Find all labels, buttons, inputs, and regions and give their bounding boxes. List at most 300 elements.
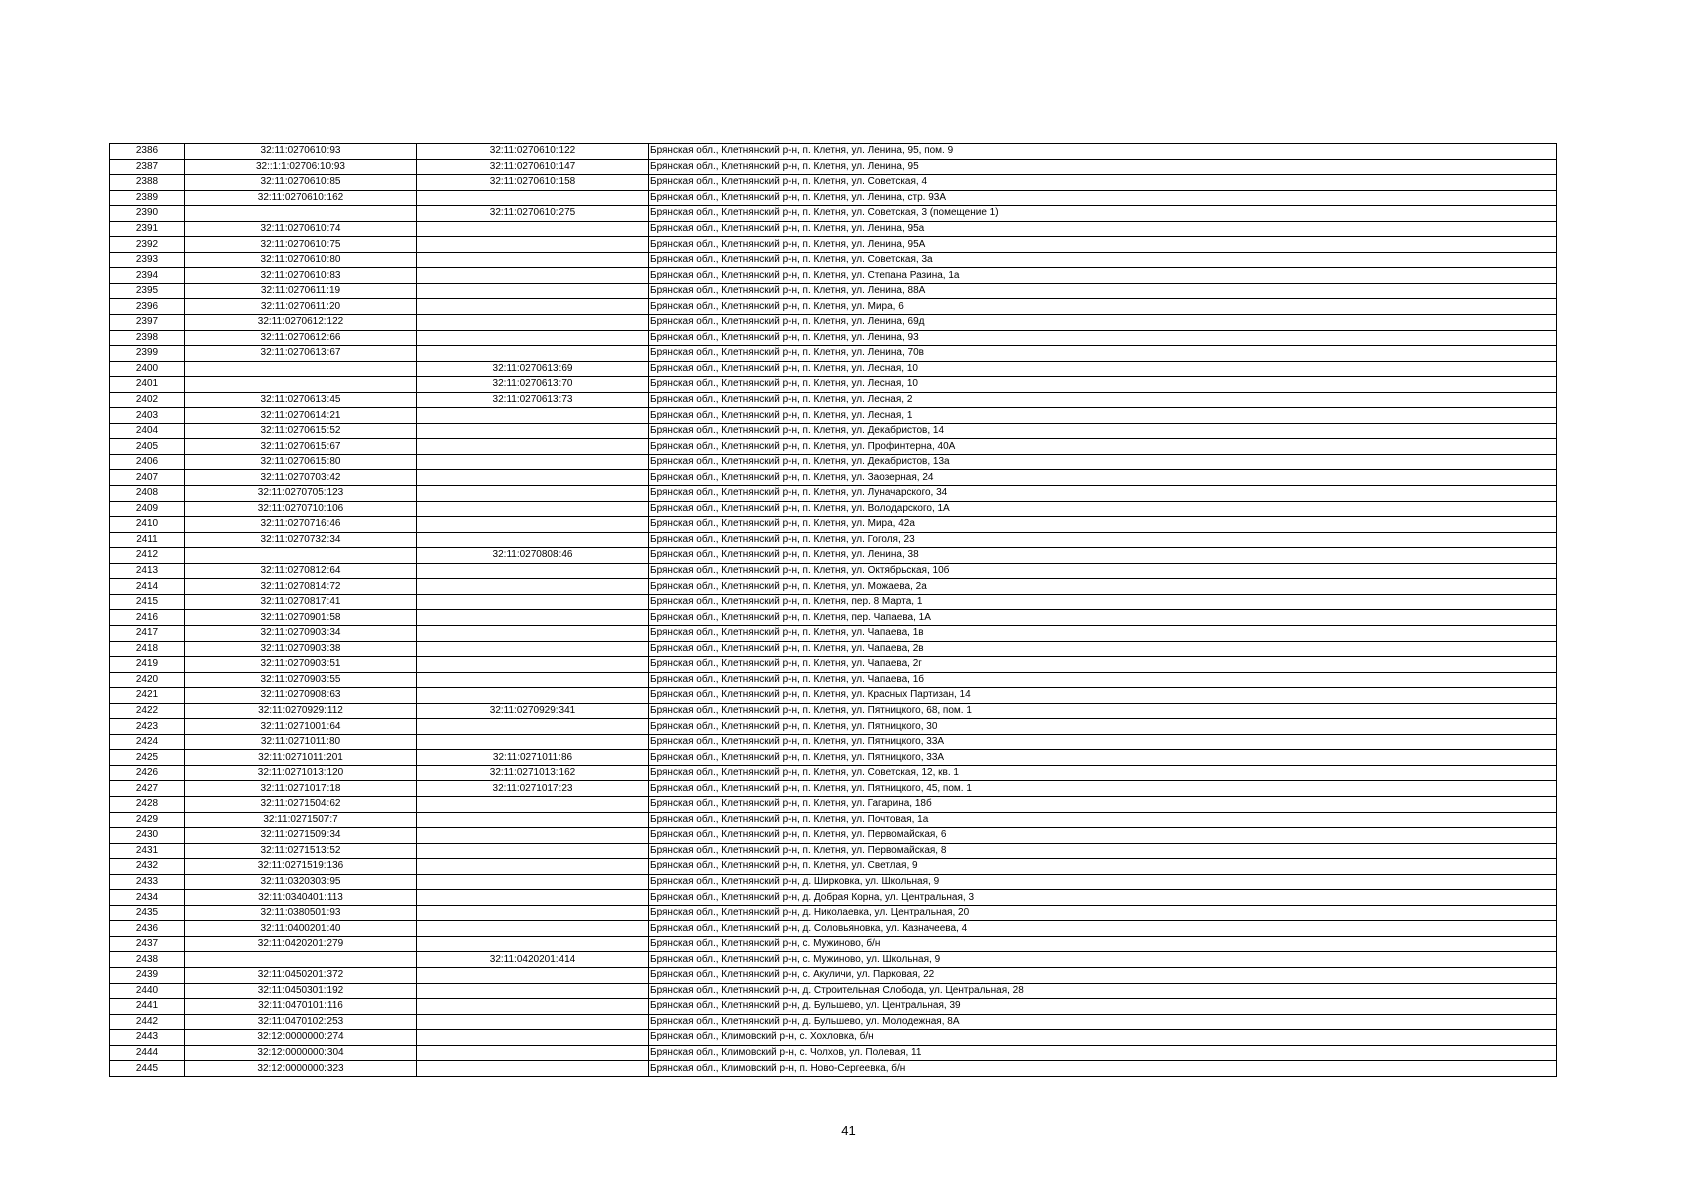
table-row — [110, 719, 1557, 735]
address-cell: Брянская обл., Клетнянский р-н, п. Клетня, ул. Пятницкого, 33А — [649, 750, 1557, 766]
cadastral-number-cell: 32:12:0000000:323 — [185, 1061, 417, 1077]
address-cell: Брянская обл., Клетнянский р-н, п. Клетня, ул. Советская, 4 — [649, 175, 1557, 191]
related-cadastral-number-cell — [417, 874, 649, 890]
cadastral-number-cell: 32:11:0270814:72 — [185, 579, 417, 595]
address-cell: Брянская обл., Клетнянский р-н, п. Клетня, ул. Декабристов, 13а — [649, 454, 1557, 470]
related-cadastral-number-cell — [417, 1030, 649, 1046]
related-cadastral-number-cell — [417, 579, 649, 595]
cadastral-number-cell: 32:11:0270908:63 — [185, 688, 417, 704]
cadastral-number-cell: 32:11:0271509:34 — [185, 828, 417, 844]
table-row — [110, 781, 1557, 797]
row-number-cell: 2405 — [110, 439, 185, 455]
table-row — [110, 688, 1557, 704]
table-row — [110, 1014, 1557, 1030]
related-cadastral-number-cell — [417, 1061, 649, 1077]
row-number-cell: 2426 — [110, 765, 185, 781]
related-cadastral-number-cell — [417, 983, 649, 999]
table-row — [110, 812, 1557, 828]
table-body — [110, 144, 1557, 1077]
related-cadastral-number-cell — [417, 828, 649, 844]
address-cell: Брянская обл., Клетнянский р-н, п. Клетня, ул. Светлая, 9 — [649, 859, 1557, 875]
address-cell: Брянская обл., Клетнянский р-н, п. Клетня, ул. Мира, 42а — [649, 517, 1557, 533]
address-cell: Брянская обл., Клетнянский р-н, п. Клетня, ул. Чапаева, 2г — [649, 657, 1557, 673]
row-number-cell: 2413 — [110, 563, 185, 579]
row-number-cell: 2411 — [110, 532, 185, 548]
cadastral-number-cell: 32:11:0270613:45 — [185, 392, 417, 408]
address-cell: Брянская обл., Клетнянский р-н, п. Клетня, ул. Пятницкого, 68, пом. 1 — [649, 703, 1557, 719]
row-number-cell: 2419 — [110, 657, 185, 673]
related-cadastral-number-cell — [417, 936, 649, 952]
address-cell: Брянская обл., Климовский р-н, с. Чолхов, ул. Полевая, 11 — [649, 1045, 1557, 1061]
address-cell: Брянская обл., Клетнянский р-н, п. Клетня, ул. Ленина, 70в — [649, 346, 1557, 362]
table-row — [110, 517, 1557, 533]
related-cadastral-number-cell — [417, 454, 649, 470]
row-number-cell: 2425 — [110, 750, 185, 766]
row-number-cell: 2394 — [110, 268, 185, 284]
related-cadastral-number-cell — [417, 563, 649, 579]
table-row — [110, 999, 1557, 1015]
table-row — [110, 859, 1557, 875]
address-cell: Брянская обл., Клетнянский р-н, п. Клетня, ул. Мира, 6 — [649, 299, 1557, 315]
row-number-cell: 2398 — [110, 330, 185, 346]
address-cell: Брянская обл., Клетнянский р-н, п. Клетня, ул. Ленина, 38 — [649, 548, 1557, 564]
cadastral-number-cell: 32:11:0270610:162 — [185, 190, 417, 206]
table-row — [110, 890, 1557, 906]
row-number-cell: 2436 — [110, 921, 185, 937]
row-number-cell: 2420 — [110, 672, 185, 688]
table-row — [110, 237, 1557, 253]
related-cadastral-number-cell: 32:11:0271011:86 — [417, 750, 649, 766]
related-cadastral-number-cell: 32:11:0270613:69 — [417, 361, 649, 377]
table-row — [110, 1061, 1557, 1077]
table-row — [110, 734, 1557, 750]
table-row — [110, 765, 1557, 781]
row-number-cell: 2396 — [110, 299, 185, 315]
related-cadastral-number-cell: 32:11:0271017:23 — [417, 781, 649, 797]
row-number-cell: 2399 — [110, 346, 185, 362]
cadastral-number-cell — [185, 952, 417, 968]
row-number-cell: 2392 — [110, 237, 185, 253]
related-cadastral-number-cell — [417, 1045, 649, 1061]
row-number-cell: 2443 — [110, 1030, 185, 1046]
row-number-cell: 2386 — [110, 144, 185, 160]
address-cell: Брянская обл., Клетнянский р-н, п. Клетня, ул. Заозерная, 24 — [649, 470, 1557, 486]
related-cadastral-number-cell — [417, 999, 649, 1015]
related-cadastral-number-cell: 32:11:0270610:158 — [417, 175, 649, 191]
table-row — [110, 221, 1557, 237]
related-cadastral-number-cell — [417, 408, 649, 424]
related-cadastral-number-cell — [417, 859, 649, 875]
address-cell: Брянская обл., Клетнянский р-н, п. Клетня, ул. Пятницкого, 33А — [649, 734, 1557, 750]
table-row — [110, 641, 1557, 657]
related-cadastral-number-cell: 32:11:0270610:147 — [417, 159, 649, 175]
cadastral-number-cell — [185, 361, 417, 377]
table-row — [110, 905, 1557, 921]
property-table — [109, 143, 1557, 1077]
cadastral-number-cell: 32:11:0470102:253 — [185, 1014, 417, 1030]
cadastral-number-cell: 32:11:0270812:64 — [185, 563, 417, 579]
cadastral-number-cell: 32:11:0400201:40 — [185, 921, 417, 937]
cadastral-number-cell — [185, 377, 417, 393]
address-cell: Брянская обл., Климовский р-н, п. Ново-Сергеевка, б/н — [649, 1061, 1557, 1077]
table-row — [110, 967, 1557, 983]
row-number-cell: 2422 — [110, 703, 185, 719]
cadastral-number-cell: 32:11:0270615:52 — [185, 423, 417, 439]
row-number-cell: 2388 — [110, 175, 185, 191]
row-number-cell: 2428 — [110, 796, 185, 812]
address-cell: Брянская обл., Клетнянский р-н, с. Мужиново, б/н — [649, 936, 1557, 952]
address-cell: Брянская обл., Клетнянский р-н, п. Клетня, ул. Первомайская, 6 — [649, 828, 1557, 844]
address-cell: Брянская обл., Клетнянский р-н, п. Клетня, пер. Чапаева, 1А — [649, 610, 1557, 626]
address-cell: Брянская обл., Клетнянский р-н, п. Клетня, ул. Луначарского, 34 — [649, 486, 1557, 502]
related-cadastral-number-cell: 32:11:0271013:162 — [417, 765, 649, 781]
related-cadastral-number-cell — [417, 439, 649, 455]
cadastral-number-cell: 32:11:0271011:80 — [185, 734, 417, 750]
cadastral-number-cell: 32:11:0270903:38 — [185, 641, 417, 657]
table-row — [110, 625, 1557, 641]
row-number-cell: 2417 — [110, 625, 185, 641]
related-cadastral-number-cell: 32:11:0270613:70 — [417, 377, 649, 393]
related-cadastral-number-cell — [417, 905, 649, 921]
address-cell: Брянская обл., Клетнянский р-н, п. Клетня, ул. Декабристов, 14 — [649, 423, 1557, 439]
row-number-cell: 2408 — [110, 486, 185, 502]
related-cadastral-number-cell: 32:11:0270808:46 — [417, 548, 649, 564]
cadastral-number-cell: 32:11:0270610:85 — [185, 175, 417, 191]
cadastral-number-cell: 32:11:0270610:74 — [185, 221, 417, 237]
row-number-cell: 2445 — [110, 1061, 185, 1077]
row-number-cell: 2403 — [110, 408, 185, 424]
cadastral-number-cell: 32:11:0320303:95 — [185, 874, 417, 890]
related-cadastral-number-cell — [417, 423, 649, 439]
table-row — [110, 159, 1557, 175]
row-number-cell: 2439 — [110, 967, 185, 983]
cadastral-number-cell: 32:11:0450201:372 — [185, 967, 417, 983]
table-row — [110, 610, 1557, 626]
row-number-cell: 2410 — [110, 517, 185, 533]
cadastral-number-cell: 32::1:1:02706:10:93 — [185, 159, 417, 175]
table-row — [110, 843, 1557, 859]
related-cadastral-number-cell — [417, 688, 649, 704]
row-number-cell: 2400 — [110, 361, 185, 377]
cadastral-number-cell: 32:11:0270610:75 — [185, 237, 417, 253]
address-cell: Брянская обл., Клетнянский р-н, п. Клетня, ул. Ленина, 95А — [649, 237, 1557, 253]
cadastral-number-cell: 32:11:0270615:80 — [185, 454, 417, 470]
table-row — [110, 392, 1557, 408]
cadastral-number-cell: 32:11:0270716:46 — [185, 517, 417, 533]
table-row — [110, 796, 1557, 812]
related-cadastral-number-cell — [417, 501, 649, 517]
address-cell: Брянская обл., Клетнянский р-н, п. Клетня, ул. Ленина, 95а — [649, 221, 1557, 237]
related-cadastral-number-cell — [417, 346, 649, 362]
cadastral-number-cell: 32:11:0270705:123 — [185, 486, 417, 502]
address-cell: Брянская обл., Клетнянский р-н, п. Клетня, ул. Володарского, 1А — [649, 501, 1557, 517]
row-number-cell: 2442 — [110, 1014, 185, 1030]
cadastral-number-cell: 32:11:0271519:136 — [185, 859, 417, 875]
related-cadastral-number-cell — [417, 221, 649, 237]
cadastral-number-cell: 32:11:0450301:192 — [185, 983, 417, 999]
address-cell: Брянская обл., Клетнянский р-н, п. Клетня, ул. Лесная, 10 — [649, 377, 1557, 393]
address-cell: Брянская обл., Клетнянский р-н, п. Клетня, ул. Ленина, 95 — [649, 159, 1557, 175]
cadastral-number-cell: 32:11:0271504:62 — [185, 796, 417, 812]
table-row — [110, 486, 1557, 502]
cadastral-number-cell: 32:12:0000000:304 — [185, 1045, 417, 1061]
table-row — [110, 252, 1557, 268]
row-number-cell: 2407 — [110, 470, 185, 486]
table-row — [110, 206, 1557, 222]
table-row — [110, 330, 1557, 346]
table-row — [110, 361, 1557, 377]
cadastral-number-cell — [185, 548, 417, 564]
table-row — [110, 501, 1557, 517]
related-cadastral-number-cell: 32:11:0270613:73 — [417, 392, 649, 408]
address-cell: Брянская обл., Клетнянский р-н, с. Акуличи, ул. Парковая, 22 — [649, 967, 1557, 983]
property-table-wrapper — [109, 143, 1556, 1077]
table-row — [110, 750, 1557, 766]
cadastral-number-cell: 32:11:0271507:7 — [185, 812, 417, 828]
table-row — [110, 672, 1557, 688]
related-cadastral-number-cell — [417, 719, 649, 735]
table-row — [110, 268, 1557, 284]
related-cadastral-number-cell — [417, 734, 649, 750]
row-number-cell: 2441 — [110, 999, 185, 1015]
row-number-cell: 2440 — [110, 983, 185, 999]
address-cell: Брянская обл., Клетнянский р-н, п. Клетня, ул. Можаева, 2а — [649, 579, 1557, 595]
table-row — [110, 175, 1557, 191]
table-row — [110, 548, 1557, 564]
table-row — [110, 439, 1557, 455]
row-number-cell: 2423 — [110, 719, 185, 735]
address-cell: Брянская обл., Клетнянский р-н, д. Бульшево, ул. Центральная, 39 — [649, 999, 1557, 1015]
related-cadastral-number-cell — [417, 921, 649, 937]
row-number-cell: 2390 — [110, 206, 185, 222]
address-cell: Брянская обл., Клетнянский р-н, п. Клетня, ул. Гагарина, 18б — [649, 796, 1557, 812]
row-number-cell: 2414 — [110, 579, 185, 595]
cadastral-number-cell: 32:11:0270615:67 — [185, 439, 417, 455]
table-row — [110, 828, 1557, 844]
address-cell: Брянская обл., Клетнянский р-н, д. Николаевка, ул. Центральная, 20 — [649, 905, 1557, 921]
table-row — [110, 454, 1557, 470]
row-number-cell: 2401 — [110, 377, 185, 393]
row-number-cell: 2393 — [110, 252, 185, 268]
address-cell: Брянская обл., Клетнянский р-н, д. Ширковка, ул. Школьная, 9 — [649, 874, 1557, 890]
row-number-cell: 2431 — [110, 843, 185, 859]
cadastral-number-cell: 32:11:0270817:41 — [185, 594, 417, 610]
address-cell: Брянская обл., Клетнянский р-н, п. Клетня, ул. Лесная, 10 — [649, 361, 1557, 377]
related-cadastral-number-cell — [417, 657, 649, 673]
table-row — [110, 921, 1557, 937]
row-number-cell: 2433 — [110, 874, 185, 890]
cadastral-number-cell: 32:11:0270614:21 — [185, 408, 417, 424]
related-cadastral-number-cell — [417, 237, 649, 253]
cadastral-number-cell: 32:11:0270611:19 — [185, 283, 417, 299]
cadastral-number-cell: 32:11:0270903:51 — [185, 657, 417, 673]
table-row — [110, 594, 1557, 610]
cadastral-number-cell: 32:11:0271013:120 — [185, 765, 417, 781]
related-cadastral-number-cell: 32:11:0420201:414 — [417, 952, 649, 968]
row-number-cell: 2389 — [110, 190, 185, 206]
table-row — [110, 1045, 1557, 1061]
row-number-cell: 2395 — [110, 283, 185, 299]
cadastral-number-cell: 32:11:0270610:93 — [185, 144, 417, 160]
address-cell: Брянская обл., Клетнянский р-н, п. Клетня, ул. Ленина, стр. 93А — [649, 190, 1557, 206]
related-cadastral-number-cell — [417, 967, 649, 983]
cadastral-number-cell: 32:11:0270929:112 — [185, 703, 417, 719]
cadastral-number-cell: 32:11:0271011:201 — [185, 750, 417, 766]
table-row — [110, 423, 1557, 439]
row-number-cell: 2444 — [110, 1045, 185, 1061]
related-cadastral-number-cell: 32:11:0270929:341 — [417, 703, 649, 719]
row-number-cell: 2437 — [110, 936, 185, 952]
row-number-cell: 2429 — [110, 812, 185, 828]
cadastral-number-cell: 32:11:0270610:83 — [185, 268, 417, 284]
cadastral-number-cell: 32:11:0270703:42 — [185, 470, 417, 486]
table-row — [110, 563, 1557, 579]
row-number-cell: 2404 — [110, 423, 185, 439]
address-cell: Брянская обл., Клетнянский р-н, п. Клетня, ул. Советская, 3 (помещение 1) — [649, 206, 1557, 222]
table-row — [110, 952, 1557, 968]
cadastral-number-cell: 32:11:0270903:55 — [185, 672, 417, 688]
cadastral-number-cell — [185, 206, 417, 222]
table-row — [110, 703, 1557, 719]
related-cadastral-number-cell — [417, 470, 649, 486]
related-cadastral-number-cell — [417, 594, 649, 610]
cadastral-number-cell: 32:11:0270613:67 — [185, 346, 417, 362]
address-cell: Брянская обл., Клетнянский р-н, п. Клетня, ул. Профинтерна, 40А — [649, 439, 1557, 455]
related-cadastral-number-cell — [417, 812, 649, 828]
row-number-cell: 2409 — [110, 501, 185, 517]
address-cell: Брянская обл., Клетнянский р-н, п. Клетня, ул. Чапаева, 1в — [649, 625, 1557, 641]
address-cell: Брянская обл., Клетнянский р-н, п. Клетня, пер. 8 Марта, 1 — [649, 594, 1557, 610]
address-cell: Брянская обл., Клетнянский р-н, п. Клетня, ул. Чапаева, 1б — [649, 672, 1557, 688]
table-row — [110, 144, 1557, 160]
table-row — [110, 190, 1557, 206]
cadastral-number-cell: 32:11:0271001:64 — [185, 719, 417, 735]
related-cadastral-number-cell — [417, 796, 649, 812]
cadastral-number-cell: 32:12:0000000:274 — [185, 1030, 417, 1046]
page-number: 41 — [841, 1123, 856, 1138]
table-row — [110, 983, 1557, 999]
related-cadastral-number-cell — [417, 532, 649, 548]
address-cell: Брянская обл., Клетнянский р-н, п. Клетня, ул. Почтовая, 1а — [649, 812, 1557, 828]
related-cadastral-number-cell — [417, 610, 649, 626]
address-cell: Брянская обл., Клетнянский р-н, п. Клетня, ул. Лесная, 2 — [649, 392, 1557, 408]
row-number-cell: 2397 — [110, 315, 185, 331]
address-cell: Брянская обл., Клетнянский р-н, п. Клетня, ул. Ленина, 95, пом. 9 — [649, 144, 1557, 160]
cadastral-number-cell: 32:11:0380501:93 — [185, 905, 417, 921]
row-number-cell: 2430 — [110, 828, 185, 844]
related-cadastral-number-cell — [417, 190, 649, 206]
related-cadastral-number-cell — [417, 843, 649, 859]
table-row — [110, 579, 1557, 595]
address-cell: Брянская обл., Клетнянский р-н, п. Клетня, ул. Первомайская, 8 — [649, 843, 1557, 859]
cadastral-number-cell: 32:11:0270732:34 — [185, 532, 417, 548]
address-cell: Брянская обл., Клетнянский р-н, д. Строительная Слобода, ул. Центральная, 28 — [649, 983, 1557, 999]
related-cadastral-number-cell — [417, 315, 649, 331]
address-cell: Брянская обл., Клетнянский р-н, п. Клетня, ул. Пятницкого, 45, пом. 1 — [649, 781, 1557, 797]
address-cell: Брянская обл., Клетнянский р-н, д. Соловьяновка, ул. Казначеева, 4 — [649, 921, 1557, 937]
cadastral-number-cell: 32:11:0270610:80 — [185, 252, 417, 268]
address-cell: Брянская обл., Клетнянский р-н, п. Клетня, ул. Пятницкого, 30 — [649, 719, 1557, 735]
cadastral-number-cell: 32:11:0270612:66 — [185, 330, 417, 346]
address-cell: Брянская обл., Клетнянский р-н, п. Клетня, ул. Ленина, 88А — [649, 283, 1557, 299]
cadastral-number-cell: 32:11:0420201:279 — [185, 936, 417, 952]
table-row — [110, 346, 1557, 362]
table-row — [110, 874, 1557, 890]
row-number-cell: 2435 — [110, 905, 185, 921]
table-row — [110, 283, 1557, 299]
table-row — [110, 377, 1557, 393]
address-cell: Брянская обл., Клетнянский р-н, с. Мужиново, ул. Школьная, 9 — [649, 952, 1557, 968]
related-cadastral-number-cell — [417, 641, 649, 657]
address-cell: Брянская обл., Клетнянский р-н, п. Клетня, ул. Советская, 3а — [649, 252, 1557, 268]
address-cell: Брянская обл., Клетнянский р-н, п. Клетня, ул. Лесная, 1 — [649, 408, 1557, 424]
related-cadastral-number-cell — [417, 283, 649, 299]
cadastral-number-cell: 32:11:0271513:52 — [185, 843, 417, 859]
table-row — [110, 532, 1557, 548]
related-cadastral-number-cell — [417, 890, 649, 906]
row-number-cell: 2415 — [110, 594, 185, 610]
related-cadastral-number-cell: 32:11:0270610:122 — [417, 144, 649, 160]
table-row — [110, 470, 1557, 486]
row-number-cell: 2424 — [110, 734, 185, 750]
table-row — [110, 936, 1557, 952]
related-cadastral-number-cell — [417, 517, 649, 533]
related-cadastral-number-cell — [417, 1014, 649, 1030]
table-row — [110, 408, 1557, 424]
related-cadastral-number-cell — [417, 486, 649, 502]
cadastral-number-cell: 32:11:0470101:116 — [185, 999, 417, 1015]
row-number-cell: 2406 — [110, 454, 185, 470]
related-cadastral-number-cell: 32:11:0270610:275 — [417, 206, 649, 222]
row-number-cell: 2387 — [110, 159, 185, 175]
cadastral-number-cell: 32:11:0271017:18 — [185, 781, 417, 797]
address-cell: Брянская обл., Клетнянский р-н, п. Клетня, ул. Степана Разина, 1а — [649, 268, 1557, 284]
row-number-cell: 2412 — [110, 548, 185, 564]
cadastral-number-cell: 32:11:0270612:122 — [185, 315, 417, 331]
row-number-cell: 2416 — [110, 610, 185, 626]
address-cell: Брянская обл., Клетнянский р-н, п. Клетня, ул. Чапаева, 2в — [649, 641, 1557, 657]
cadastral-number-cell: 32:11:0270901:58 — [185, 610, 417, 626]
cadastral-number-cell: 32:11:0270710:106 — [185, 501, 417, 517]
address-cell: Брянская обл., Клетнянский р-н, п. Клетня, ул. Ленина, 93 — [649, 330, 1557, 346]
related-cadastral-number-cell — [417, 625, 649, 641]
related-cadastral-number-cell — [417, 268, 649, 284]
related-cadastral-number-cell — [417, 252, 649, 268]
row-number-cell: 2427 — [110, 781, 185, 797]
row-number-cell: 2432 — [110, 859, 185, 875]
address-cell: Брянская обл., Клетнянский р-н, п. Клетня, ул. Гоголя, 23 — [649, 532, 1557, 548]
address-cell: Брянская обл., Клетнянский р-н, п. Клетня, ул. Советская, 12, кв. 1 — [649, 765, 1557, 781]
row-number-cell: 2391 — [110, 221, 185, 237]
row-number-cell: 2434 — [110, 890, 185, 906]
row-number-cell: 2402 — [110, 392, 185, 408]
table-row — [110, 315, 1557, 331]
address-cell: Брянская обл., Клетнянский р-н, д. Добрая Корна, ул. Центральная, 3 — [649, 890, 1557, 906]
row-number-cell: 2421 — [110, 688, 185, 704]
address-cell: Брянская обл., Клетнянский р-н, п. Клетня, ул. Октябрьская, 10б — [649, 563, 1557, 579]
row-number-cell: 2438 — [110, 952, 185, 968]
cadastral-number-cell: 32:11:0270611:20 — [185, 299, 417, 315]
row-number-cell: 2418 — [110, 641, 185, 657]
address-cell: Брянская обл., Клетнянский р-н, д. Бульшево, ул. Молодежная, 8А — [649, 1014, 1557, 1030]
address-cell: Брянская обл., Клетнянский р-н, п. Клетня, ул. Красных Партизан, 14 — [649, 688, 1557, 704]
table-row — [110, 657, 1557, 673]
table-row — [110, 299, 1557, 315]
cadastral-number-cell: 32:11:0270903:34 — [185, 625, 417, 641]
related-cadastral-number-cell — [417, 672, 649, 688]
table-row — [110, 1030, 1557, 1046]
related-cadastral-number-cell — [417, 299, 649, 315]
